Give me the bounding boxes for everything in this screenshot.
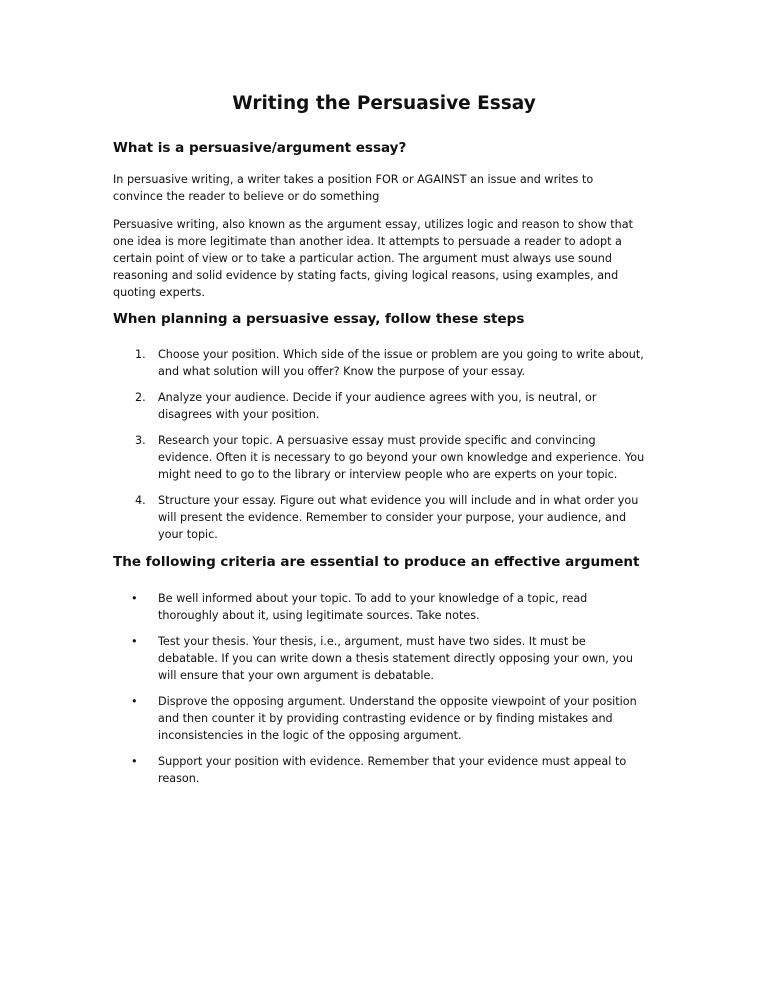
paragraph-line: certain point of view or to take a particular action. The argument must always use sound [113,252,612,265]
paragraph-line: reasoning and solid evidence by stating facts, giving logical reasons, using examples, and [113,269,619,282]
step-line: evidence. Often it is necessary to go beyond your own knowledge and experience. You [158,451,645,464]
step-number: 3. [135,434,146,447]
step-number: 4. [135,494,146,507]
criteria-line: reason. [158,772,200,785]
criteria-line: Support your position with evidence. Remember that your evidence must appeal to [158,755,627,768]
document-title: Writing the Persuasive Essay [232,93,536,114]
step-text [158,432,668,483]
step-text [158,389,668,423]
bullet-icon: • [131,695,138,708]
step-line: will present the evidence. Remember to consider your purpose, your audience, and [158,511,627,524]
step-line: and what solution will you offer? Know the purpose of your essay. [158,365,526,378]
criteria-text [158,753,668,787]
criteria-text [158,633,668,684]
step-line: might need to go to the library or interview people who are experts on your topic. [158,468,618,481]
bullet-icon: • [131,592,138,605]
paragraph-intro [113,171,658,205]
step-number: 1. [135,348,146,361]
criteria-text [158,693,668,744]
criteria-text [158,590,668,624]
paragraph-line: convince the reader to believe or do something [113,190,380,203]
criteria-line: will ensure that your own argument is debatable. [158,669,434,682]
paragraph-line: In persuasive writing, a writer takes a position FOR or AGAINST an issue and writes to [113,173,594,186]
step-line: Choose your position. Which side of the issue or problem are you going to write about, [158,348,644,361]
bullet-icon: • [131,635,138,648]
step-text [158,492,668,543]
criteria-line: Be well informed about your topic. To add to your knowledge of a topic, read [158,592,588,605]
criteria-line: Test your thesis. Your thesis, i.e., argument, must have two sides. It must be [158,635,586,648]
criteria-line: and then counter it by providing contrasting evidence or by finding mistakes and [158,712,613,725]
section-heading-criteria: The following criteria are essential to produce an effective argument [113,554,640,570]
step-line: your topic. [158,528,218,541]
step-number: 2. [135,391,146,404]
paragraph-line: one idea is more legitimate than another idea. It attempts to persuade a reader to adopt a [113,235,622,248]
step-text [158,346,668,380]
criteria-line: thoroughly about it, using legitimate sources. Take notes. [158,609,480,622]
paragraph-line: quoting experts. [113,286,205,299]
step-line: disagrees with your position. [158,408,320,421]
criteria-line: debatable. If you can write down a thesis statement directly opposing your own, you [158,652,633,665]
paragraph-line: Persuasive writing, also known as the argument essay, utilizes logic and reason to show that [113,218,634,231]
paragraph-description [113,216,658,301]
section-heading-planning-steps: When planning a persuasive essay, follow these steps [113,311,525,327]
section-heading-definition: What is a persuasive/argument essay? [113,140,407,156]
step-line: Analyze your audience. Decide if your audience agrees with you, is neutral, or [158,391,597,404]
criteria-line: Disprove the opposing argument. Understand the opposite viewpoint of your position [158,695,637,708]
criteria-line: inconsistencies in the logic of the opposing argument. [158,729,462,742]
step-line: Structure your essay. Figure out what evidence you will include and in what order you [158,494,639,507]
bullet-icon: • [131,755,138,768]
step-line: Research your topic. A persuasive essay must provide specific and convincing [158,434,596,447]
